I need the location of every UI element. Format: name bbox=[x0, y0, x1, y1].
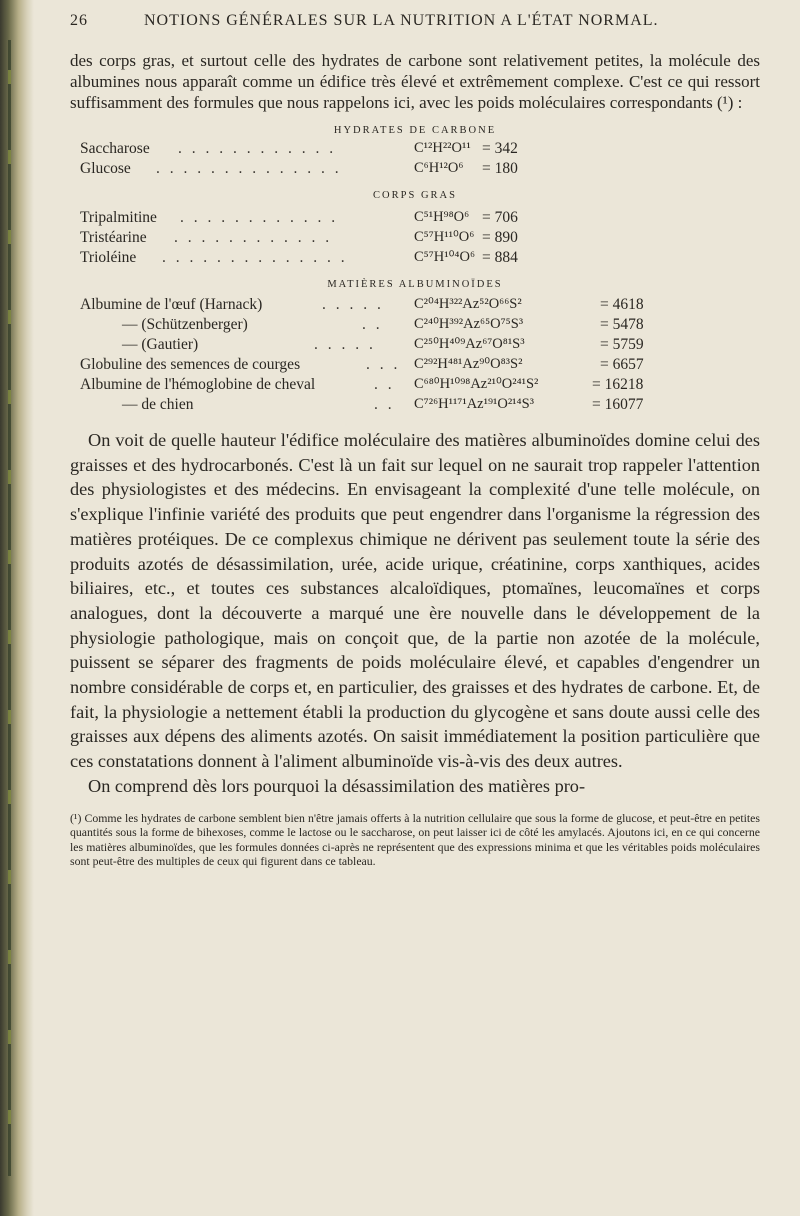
chemical-formula: C²⁵⁰H⁴⁰⁹Az⁶⁷O⁸¹S³ bbox=[414, 336, 525, 352]
closing-paragraph-text: On comprend dès lors pourquoi la désassimilation des matières pro- bbox=[88, 775, 586, 796]
molecular-weight: = 16077 bbox=[592, 396, 644, 413]
table-row bbox=[70, 296, 760, 316]
group-title-albuminoides: MATIÈRES ALBUMINOÏDES bbox=[327, 279, 503, 290]
table-row bbox=[70, 160, 760, 180]
leader-dots: . . bbox=[374, 396, 395, 413]
chemical-formula: C⁵⁷H¹¹⁰O⁶ bbox=[414, 229, 475, 245]
chemical-formula: C⁷²⁶H¹¹⁷¹Az¹⁹¹O²¹⁴S³ bbox=[414, 396, 534, 412]
molecular-weight: = 5759 bbox=[600, 336, 644, 353]
molecular-weight: = 180 bbox=[482, 160, 518, 177]
leader-dots: . . . . . . . . . . . . bbox=[180, 209, 339, 226]
molecular-weight: = 342 bbox=[482, 140, 518, 157]
chemical-formula: C⁶⁸⁰H¹⁰⁹⁸Az²¹⁰O²⁴¹S² bbox=[414, 376, 539, 392]
footnote: (¹) Comme les hydrates de carbone semblent bien n'être jamais offerts à la nutrition cellulaire que sous la forme de glucose, et peut-être en petites quantités sous la forme de bihexoses, comme le lactose ou le saccharose, on peut laisser ici de côté les amylacés. Ajoutons ici, en ce qui concerne les matières albuminoïdes, que les formules données ci-après ne représentent que des expressions minima et que les véritables poids moléculaires sont peut-être des multiples de ceux qui figurent dans ce tableau. bbox=[70, 810, 760, 869]
substance-name: Albumine de l'œuf (Harnack) bbox=[80, 296, 263, 313]
substance-name: Trioléine bbox=[80, 249, 137, 266]
leader-dots: . . bbox=[362, 316, 383, 333]
leader-dots: . . . . . . . . . . . . bbox=[178, 140, 337, 157]
chemical-formula: C²⁴⁰H³⁹²Az⁶⁵O⁷⁵S³ bbox=[414, 316, 524, 332]
leader-dots: . . . . . . . . . . . . . . bbox=[156, 160, 342, 177]
main-paragraph bbox=[70, 428, 760, 774]
table-row bbox=[70, 209, 760, 229]
substance-name: Glucose bbox=[80, 160, 131, 177]
substance-name: — de chien bbox=[122, 396, 194, 413]
intro-paragraph: des corps gras, et surtout celle des hydrates de carbone sont relativement petites, la molécule des albumines nous apparaît comme un édifice très élevé et extrêmement complexe. C'est ce qui ressort suffisamment des formules que nous rappelons ici, avec les poids moléculaires correspondants (¹) : bbox=[70, 51, 760, 112]
table-row bbox=[70, 356, 760, 376]
group-corps-gras bbox=[70, 190, 760, 269]
leader-dots: . . bbox=[374, 376, 395, 393]
chemical-formula: C¹²H²²O¹¹ bbox=[414, 140, 471, 156]
molecular-weight: = 884 bbox=[482, 249, 518, 266]
leader-dots: . . . . . . . . . . . . . . bbox=[162, 249, 348, 266]
chemical-formula: C²⁰⁴H³²²Az⁵²O⁶⁶S² bbox=[414, 296, 522, 312]
group-hydrates bbox=[70, 125, 760, 180]
substance-name: Tripalmitine bbox=[80, 209, 157, 226]
group-title-corps-gras: CORPS GRAS bbox=[373, 190, 457, 201]
chemical-formula: C²⁹²H⁴⁸¹Az⁹⁰O⁸³S² bbox=[414, 356, 523, 372]
molecular-weight: = 5478 bbox=[600, 316, 644, 333]
table-row bbox=[70, 336, 760, 356]
table-row bbox=[70, 316, 760, 336]
book-binding bbox=[0, 0, 34, 1216]
closing-paragraph bbox=[70, 774, 760, 799]
leader-dots: . . . . . . . . . . . . bbox=[174, 229, 333, 246]
main-paragraph-text: On voit de quelle hauteur l'édifice moléculaire des matières albuminoïdes domine celui des graisses et des hydrocarbonés. C'est là un fait sur lequel on ne saurait trop rappeler l'attention des physiologistes et des médecins. En envisageant la complexité d'une telle molécule, on s'explique l'infinie variété des produits que peut engendrer dans l'organisme la régression des matières protéiques. De ce complexus chimique ne dérivent pas seulement toute la série des produits azotés de désassimilation, urée, acide urique, créatinine, corps xanthiques, acides biliaires, etc., et toutes ces substances alcaloïdiques, ptomaïnes, leucomaïnes et corps analogues, dont la découverte a marqué une ère nouvelle dans le développement de la physiologie pathologique, mais on conçoit que, de la partie non azotée de la molécule, puissent se séparer des fragments de poids moléculaire élevé, et capables d'engendrer un nombre considérable de corps et, en particulier, des graisses et des hydrates de carbone. Et, de fait, la physiologie a nettement établi la production du glycogène et sans doute aussi celle des graisses aux dépens des aliments azotés. On saisit immédiatement la position particulière que ces constatations donnent à l'aliment albuminoïde vis-à-vis des deux autres. bbox=[70, 430, 760, 772]
substance-name: — (Gautier) bbox=[122, 336, 199, 353]
running-title: NOTIONS GÉNÉRALES SUR LA NUTRITION A L'ÉTAT NORMAL. bbox=[144, 12, 659, 29]
substance-name: Globuline des semences de courges bbox=[80, 356, 301, 373]
molecular-weight: = 890 bbox=[482, 229, 518, 246]
molecular-weight: = 4618 bbox=[600, 296, 644, 313]
page-number: 26 bbox=[70, 12, 88, 29]
molecular-weight: = 16218 bbox=[592, 376, 644, 393]
leader-dots: . . . . . bbox=[322, 296, 384, 313]
substance-name: Tristéarine bbox=[80, 229, 147, 246]
molecular-weight: = 706 bbox=[482, 209, 518, 226]
substance-name: Albumine de l'hémoglobine de cheval bbox=[80, 376, 316, 393]
substance-name: — (Schützenberger) bbox=[122, 316, 248, 333]
chemical-formula: C⁵¹H⁹⁸O⁶ bbox=[414, 209, 470, 225]
group-title-hydrates: HYDRATES DE CARBONE bbox=[333, 125, 497, 136]
page-header bbox=[70, 12, 766, 36]
chemical-formula: C⁶H¹²O⁶ bbox=[414, 160, 464, 176]
table-row bbox=[70, 376, 760, 396]
book-page bbox=[46, 0, 786, 1216]
table-row bbox=[70, 229, 760, 249]
group-albuminoides bbox=[70, 279, 760, 416]
molecular-weight: = 6657 bbox=[600, 356, 644, 373]
table-row bbox=[70, 249, 760, 269]
table-row bbox=[70, 396, 760, 416]
table-row bbox=[70, 140, 760, 160]
leader-dots: . . . bbox=[366, 356, 401, 373]
chemical-formula: C⁵⁷H¹⁰⁴O⁶ bbox=[414, 249, 475, 265]
substance-name: Saccharose bbox=[80, 140, 150, 157]
page-body bbox=[70, 50, 760, 869]
leader-dots: . . . . . bbox=[314, 336, 376, 353]
